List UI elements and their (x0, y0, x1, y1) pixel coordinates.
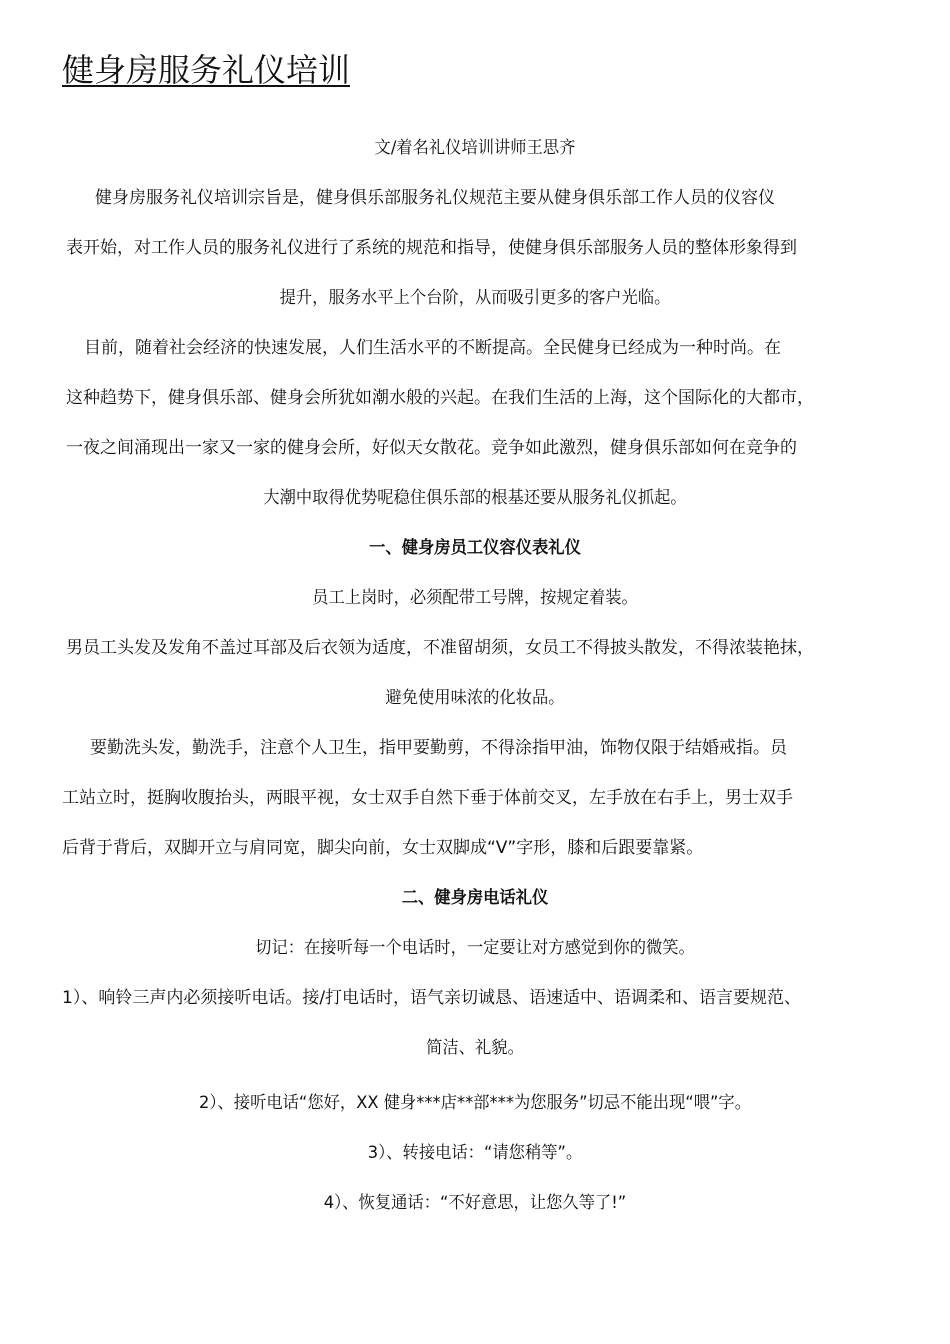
section-2-item-4: 4）、恢复通话：“不好意思，让您久等了!” (323, 1193, 627, 1213)
section-2-item-1-line-1: 1）、响铃三声内必须接听电话。接/打电话时，语气亲切诚恳、语速适中、语调柔和、语言要规范、 (62, 988, 802, 1008)
section-1-paragraph-3-line-3: 后背于背后，双脚开立与肩同宽，脚尖向前，女士双脚成“V”字形，膝和后跟要靠紧。 (62, 838, 704, 858)
section-2-item-1-line-2: 简洁、礼貌。 (426, 1038, 524, 1058)
intro-line-2: 表开始，对工作人员的服务礼仪进行了系统的规范和指导，使健身俱乐部服务人员的整体形象得到 (66, 238, 797, 258)
section-2-item-2: 2）、接听电话“您好，XX 健身***店**部***为您服务”切忌不能出现“喂”字。 (199, 1093, 751, 1113)
document-title: 健身房服务礼仪培训 (62, 51, 351, 89)
section-2-heading: 二、健身房电话礼仪 (401, 888, 549, 908)
section-1-paragraph-1: 员工上岗时，必须配带工号牌，按规定着装。 (312, 588, 638, 608)
section-1-paragraph-2-line-2: 避免使用味浓的化妆品。 (385, 688, 565, 708)
section-1-paragraph-3-line-2: 工站立时，挺胸收腹抬头，两眼平视，女士双手自然下垂于体前交叉，左手放在右手上，男士双手 (62, 788, 793, 808)
section-1-paragraph-3-line-1: 要勤洗头发，勤洗手，注意个人卫生，指甲要勤剪，不得涂指甲油，饰物仅限于结婚戒指。员 (90, 738, 787, 758)
background-line-1: 目前，随着社会经济的快速发展，人们生活水平的不断提高。全民健身已经成为一种时尚。在 (84, 338, 781, 358)
section-2-item-3: 3）、转接电话：“请您稍等”。 (367, 1143, 583, 1163)
intro-line-1: 健身房服务礼仪培训宗旨是，健身俱乐部服务礼仪规范主要从健身俱乐部工作人员的仪容仪 (95, 188, 775, 208)
author-line: 文/着名礼仪培训讲师王思齐 (374, 138, 576, 158)
background-line-4: 大潮中取得优势呢稳住俱乐部的根基还要从服务礼仪抓起。 (263, 488, 687, 508)
section-1-heading: 一、健身房员工仪容仪表礼仪 (369, 538, 581, 558)
intro-line-3: 提升，服务水平上个台阶，从而吸引更多的客户光临。 (279, 288, 671, 308)
section-1-paragraph-2-line-1: 男员工头发及发角不盖过耳部及后衣领为适度，不准留胡须，女员工不得披头散发，不得浓装艳抹， (66, 638, 814, 658)
background-line-2: 这种趋势下，健身俱乐部、健身会所犹如潮水般的兴起。在我们生活的上海，这个国际化的大都市， (66, 388, 814, 408)
background-line-3: 一夜之间涌现出一家又一家的健身会所，好似天女散花。竞争如此激烈，健身俱乐部如何在竞争的 (66, 438, 797, 458)
section-2-paragraph-1: 切记：在接听每一个电话时，一定要让对方感觉到你的微笑。 (255, 938, 695, 958)
